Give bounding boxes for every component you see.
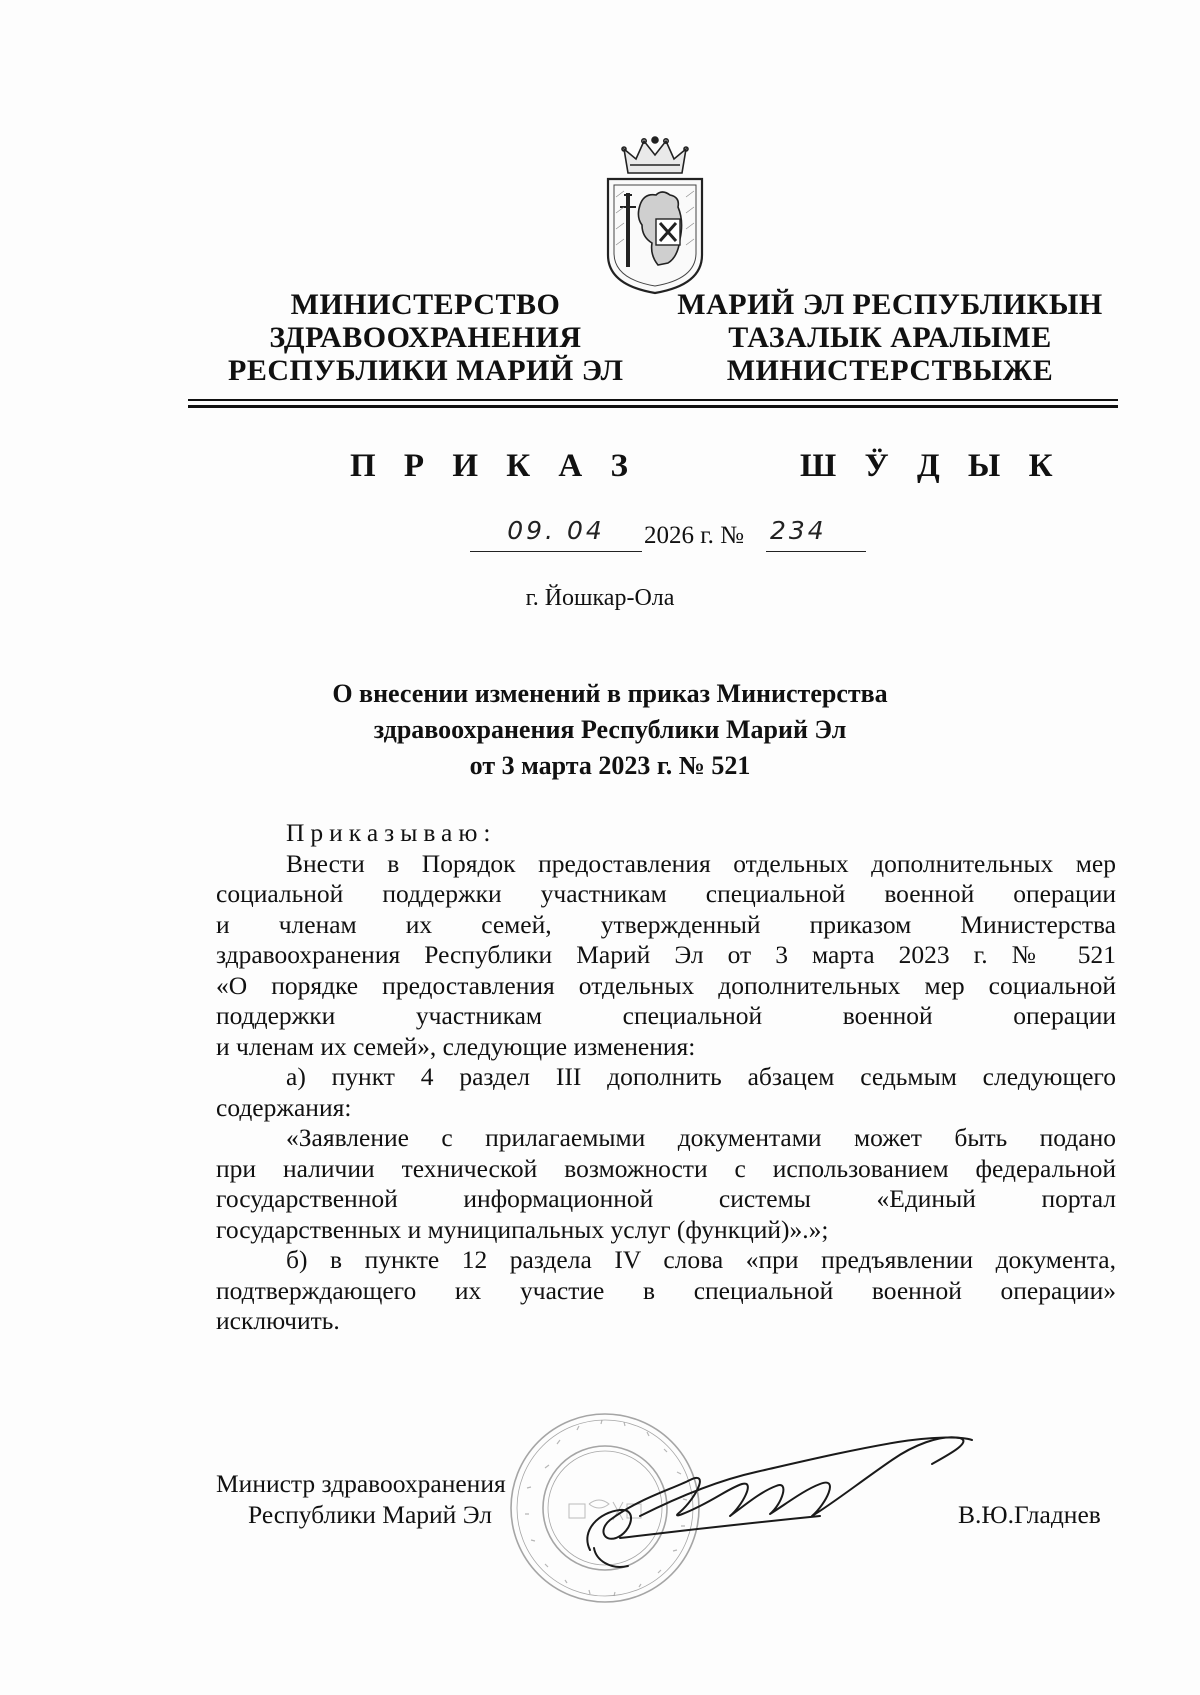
para-a-line-1: а) пункт 4 раздел III дополнить абзацем седьмым следующего <box>286 1062 1116 1091</box>
ministry-mari-line-3: МИНИСТЕРСТВЫЖЕ <box>726 354 1054 387</box>
handwritten-order-number: 234 <box>770 516 827 545</box>
order-title-mari: Ш Ӱ Д Ы К <box>800 448 1063 484</box>
para-b-line-3: исключить. <box>216 1306 340 1335</box>
prikazyvayu-heading: Приказываю: <box>286 818 497 847</box>
header-divider-thick <box>188 405 1118 408</box>
para1-line-7: и членам их семей», следующие изменения: <box>216 1031 696 1061</box>
para1-line-1: Внести в Порядок предоставления отдельных дополнительных мер <box>286 848 1116 878</box>
ministry-name-mari <box>670 288 1110 387</box>
order-body <box>216 818 1116 1337</box>
para-b-line-1: б) в пункте 12 раздела IV слова «при предъявлении документа, <box>286 1245 1116 1274</box>
para1-line-2: социальной поддержки участникам специальной военной операции <box>216 879 1116 908</box>
subject-line-2: здравоохранения Республики Марий Эл <box>373 715 847 744</box>
signatory-position-line-1: Министр здравоохранения <box>216 1469 506 1498</box>
handwritten-signature <box>520 1420 1020 1580</box>
para1-line-3: и членам их семей, утвержденный приказом Министерства <box>216 909 1116 939</box>
order-date-line <box>470 518 890 558</box>
number-underline <box>766 551 866 552</box>
para1-line-6: поддержки участникам специальной военной операции <box>216 1001 1116 1030</box>
para1-line-5: «О порядке предоставления отдельных дополнительных мер социальной <box>216 970 1116 1000</box>
para-b-line-2: подтверждающего их участие в специальной военной операции» <box>216 1275 1116 1305</box>
city-name: г. Йошкар-Ола <box>525 585 675 611</box>
ministry-mari-line-1: МАРИЙ ЭЛ РЕСПУБЛИКЫН <box>677 288 1103 321</box>
quote-line-4: государственных и муниципальных услуг (функций)».»; <box>216 1214 829 1244</box>
quote-line-1: «Заявление с прилагаемыми документами может быть подано <box>286 1123 1116 1152</box>
ministry-ru-line-3: РЕСПУБЛИКИ МАРИЙ ЭЛ <box>228 354 624 387</box>
order-year-and-number-label: 2026 г. № <box>644 522 745 549</box>
coat-of-arms-emblem <box>600 135 710 295</box>
header-divider-thin <box>188 399 1118 401</box>
order-subject <box>200 676 1020 784</box>
ministry-mari-line-2: ТАЗАЛЫК АРАЛЫМЕ <box>728 321 1052 354</box>
subject-line-1: О внесении изменений в приказ Министерства <box>332 679 888 708</box>
signatory-name: В.Ю.Гладнев <box>958 1500 1101 1529</box>
subject-line-3: от 3 марта 2023 г. № 521 <box>469 751 751 780</box>
handwritten-date: 09. 04 <box>507 516 605 545</box>
para-a-line-2: содержания: <box>216 1092 352 1122</box>
ministry-ru-line-1: МИНИСТЕРСТВО <box>290 288 561 321</box>
date-underline <box>470 551 642 552</box>
signatory-position-line-2: Республики Марий Эл <box>248 1500 492 1529</box>
ministry-name-russian <box>228 288 623 387</box>
quote-line-3: государственной информационной системы «Единый портал <box>216 1184 1116 1213</box>
ministry-ru-line-2: ЗДРАВООХРАНЕНИЯ <box>269 321 582 354</box>
quote-line-2: при наличии технической возможности с использованием федеральной <box>216 1153 1116 1183</box>
para1-line-4: здравоохранения Республики Марий Эл от 3 марта 2023 г. № 521 <box>216 940 1116 969</box>
order-title-russian: П Р И К А З <box>350 448 638 484</box>
